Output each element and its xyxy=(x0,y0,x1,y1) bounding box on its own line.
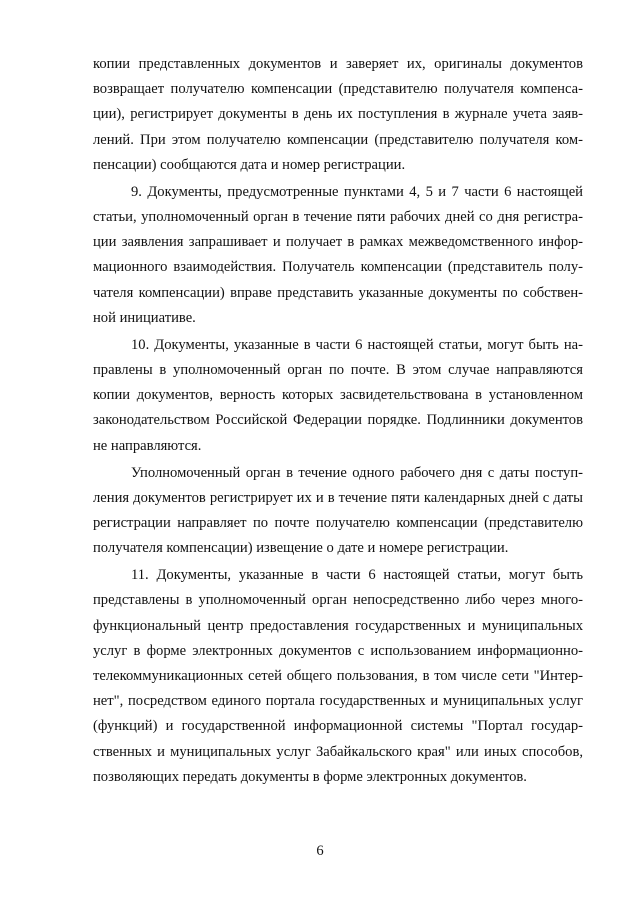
body-text xyxy=(93,52,583,792)
paragraph-item-11: 11. Документы, указанные в части 6 настоящей статьи, могут быть представлены в уполномоченный орган непосредственно либо через много-функциональный центр предоставления государственных и муниципальных услуг в форме электронных документов с использованием информационно-телекоммуникационных сетей общего пользования, в том числе сети "Интер-нет", посредством единого портала государственных и муниципальных услуг (функций) и государственной информационной системы "Портал государ-ственных и муниципальных услуг Забайкальского края" или иных способов, позволяющих передать документы в форме электронных документов. xyxy=(93,567,583,785)
paragraph-item-9: 9. Документы, предусмотренные пунктами 4, 5 и 7 части 6 настоящей статьи, уполномоченный орган в течение пяти рабочих дней со дня регистра-ции заявления запрашивает и получает в рамках межведомственного инфор-мационного взаимодействия. Получатель компенсации (представитель полу-чателя компенсации) вправе представить указанные документы по собствен-ной инициативе. xyxy=(93,183,583,326)
paragraph-continuation: копии представленных документов и заверяет их, оригиналы документов возвращает получателю компенсации (представителю получателя компенса-ции), регистрирует документы в день их поступления в журнале учета заяв-лений. При этом получателю компенсации (представителю получателя ком-пенсации) сообщаются дата и номер регистрации. xyxy=(93,56,583,173)
paragraph-item-10: 10. Документы, указанные в части 6 настоящей статьи, могут быть на-правлены в уполномоченный орган по почте. В этом случае направляются копии документов, верность которых засвидетельствована в установленном законодательством Российской Федерации порядке. Подлинники документов не направляются. xyxy=(93,336,583,454)
paragraph-registration: Уполномоченный орган в течение одного рабочего дня с даты поступ-ления документов регистрирует их и в течение пяти календарных дней с даты регистрации направляет по почте получателю компенсации (представителю получателя компенсации) извещение о дате и номере регистрации. xyxy=(93,464,583,557)
page-number: 6 xyxy=(316,843,324,859)
